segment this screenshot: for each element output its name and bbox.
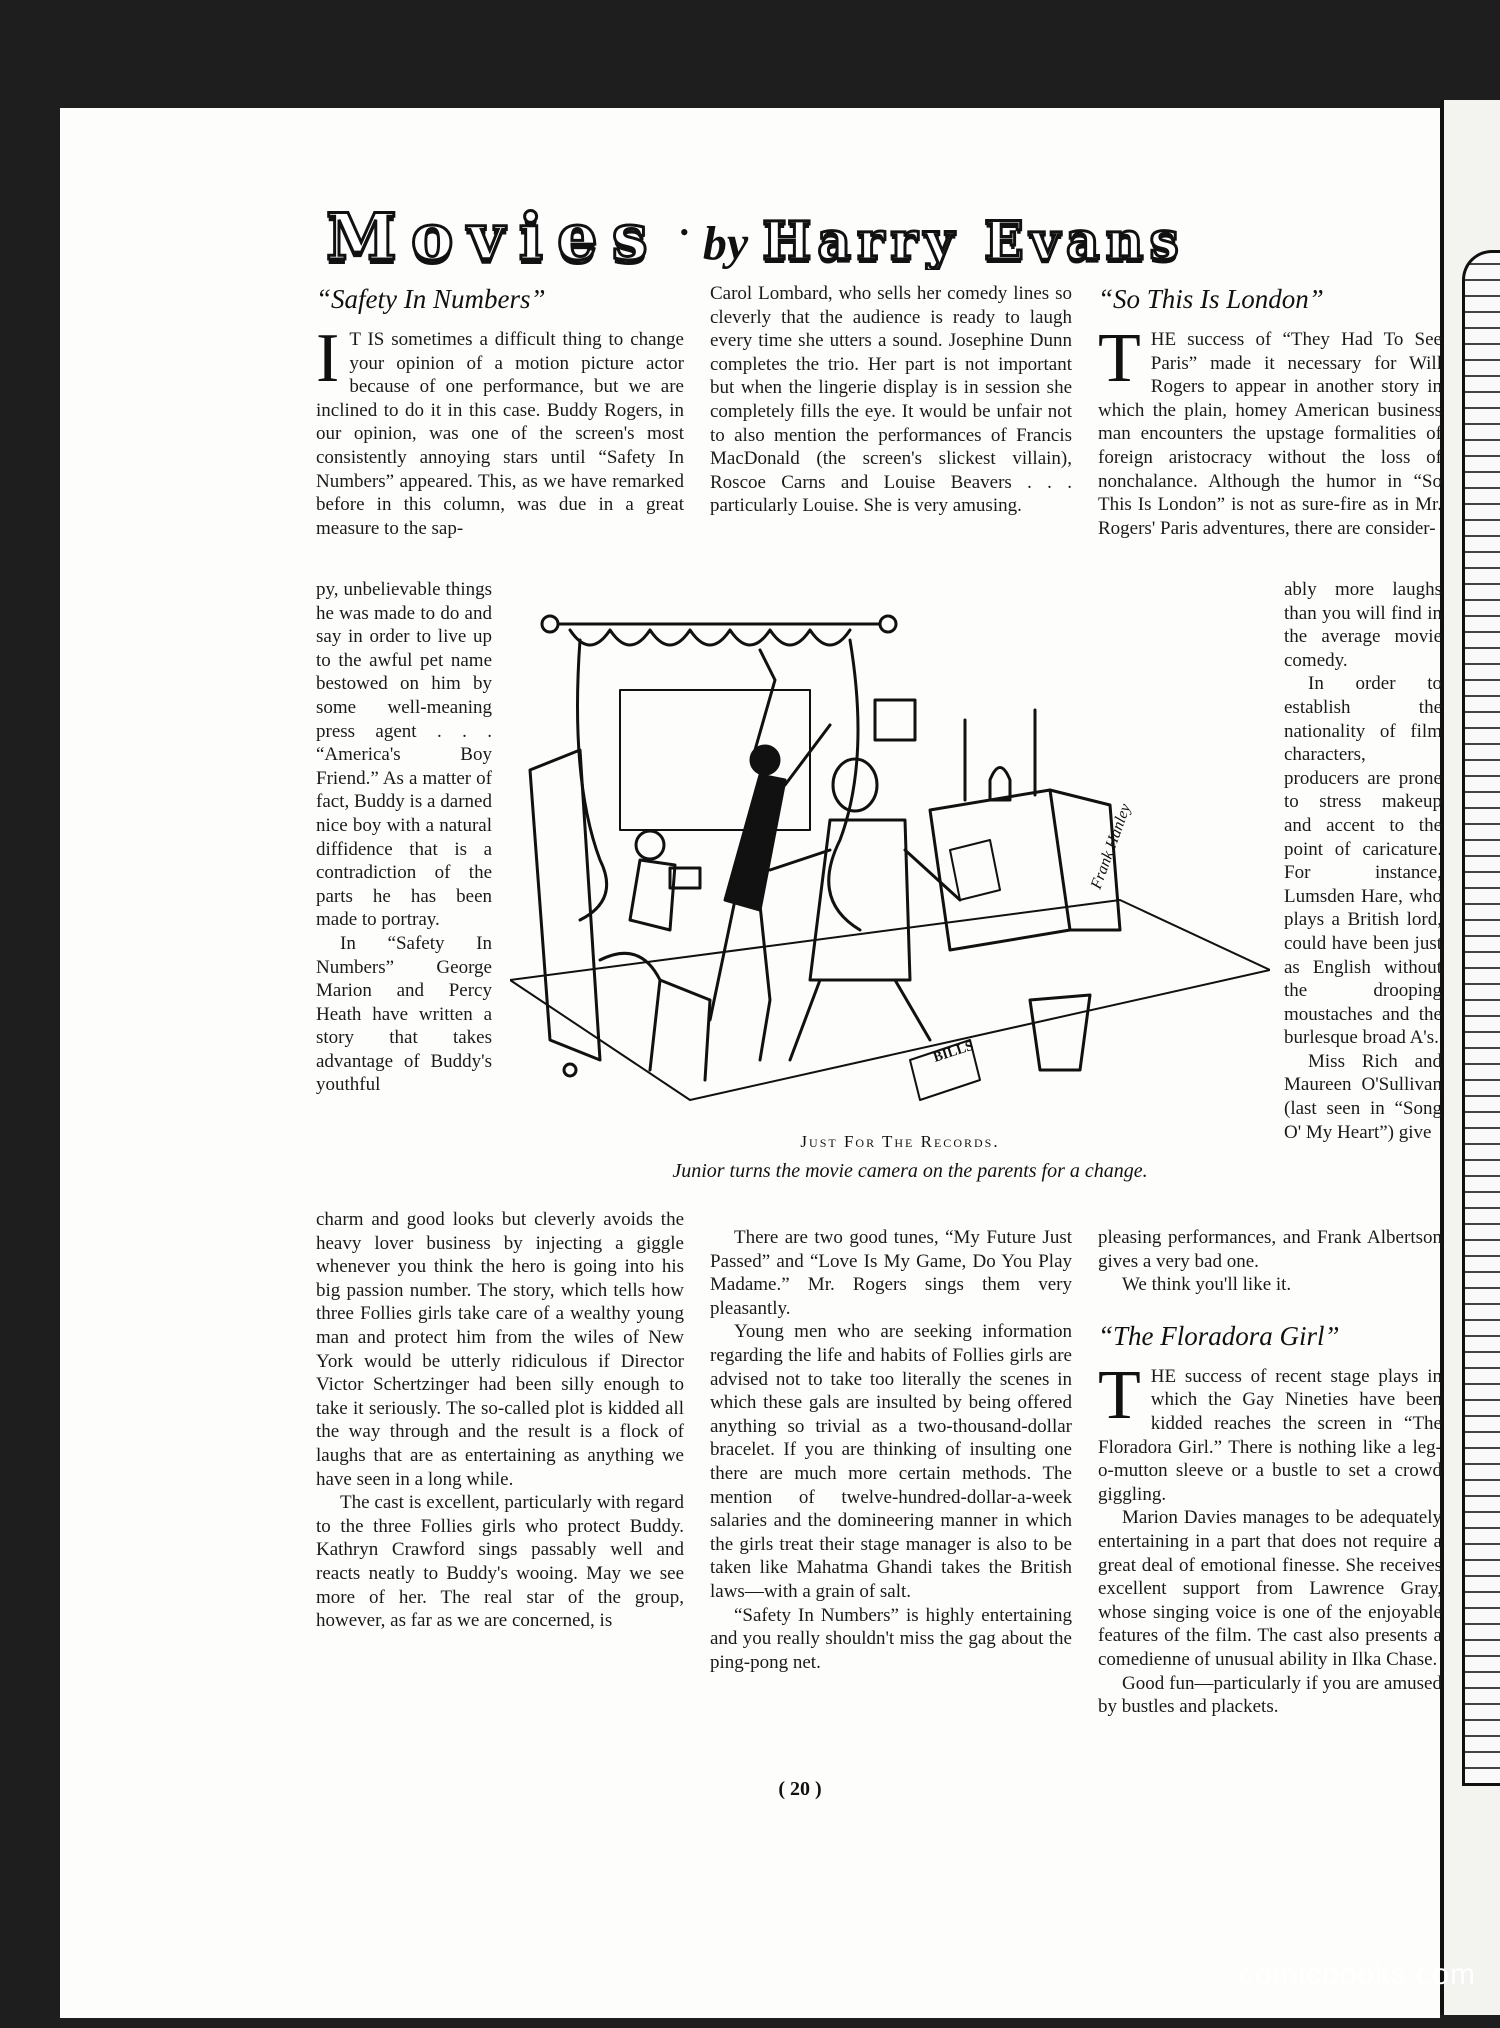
paragraph: T IS sometimes a difficult thing to change your opinion of a motion picture actor because of one performance, but we are inclined to do it in this case. Buddy Rogers, in our opinion, was one of the screen's most consistently annoying stars until “Safety In Numbers” appeared. This, as we have remarked before in this column, was due in a great measure to the sap- [316,329,684,539]
paragraph: HE success of “They Had To See Paris” made it necessary for Will Rogers to appear in another story in which the plain, homey American business man encounters the upstage formalities of foreign aristocracy without the loss of nonchalance. Although the humor in “So This Is London” is not as sure-fire as in Mr. Rogers' Paris adventures, there are consider- [1098,329,1442,539]
section-title-so-this-is-london: “So This Is London” [1098,284,1324,314]
paragraph: HE success of recent stage plays in which the Gay Nineties have been kidded reaches the screen in “The Floradora Girl.” There is nothing like a leg-o-mutton sleeve or a bustle to set a crowd giggling. [1098,1365,1442,1505]
paragraph: charm and good looks but cleverly avoids the heavy lover business by injecting a giggle whenever you think the hero is going into his big passion number. The story, which tells how three Follies girls take care of a wealthy young man and protect him from the wiles of New York would be utterly ridiculous if Director Victor Schertzinger had been silly enough to take it seriously. The so-called plot is kidded all the way through and the result is a flock of laughs that are as entertaining as anything we have seen in a long while. [316,1209,684,1490]
section-title-floradora-girl: “The Floradora Girl” [1098,1320,1340,1351]
watermark: comicbooks.com [1238,1958,1476,1991]
column-1-bottom [316,1208,684,1633]
dropcap-i: I [316,320,340,397]
header-title: Movies [326,200,662,270]
section-title-safety-in-numbers: “Safety In Numbers” [316,284,546,314]
paragraph: Carol Lombard, who sells her comedy lines so cleverly that the audience is ready to laugh every time she utters a sound. Josephine Dunn completes the trio. Her part is not important but when the lingerie display is in session she completely fills the eye. It would be unfair not to also mention the performances of Francis MacDonald (the screen's slickest villain), Roscoe Carns and Louise Beavers . . . particularly Louise. She is very amusing. [710,283,1072,517]
header-author: Harry Evans [762,211,1185,270]
column-3-bottom [1098,1226,1442,1719]
paragraph: ably more laughs than you will find in the average movie comedy. [1284,579,1442,671]
dropcap-t: T [1098,1356,1141,1434]
paragraph: We think you'll like it. [1122,1274,1292,1296]
dropcap-t: T [1098,320,1141,397]
header-separator: • [679,218,689,247]
column-1-top [316,282,684,540]
paragraph: There are two good tunes, “My Future Just Passed” and “Love Is My Game, Do You Play Madame.” Mr. Rogers sings them very pleasantly. [710,1227,1072,1319]
column-3-narrow [1284,578,1442,1144]
paragraph: “Safety In Numbers” is highly entertaining and you really shouldn't miss the gag about the ping-pong net. [710,1604,1072,1673]
cartoon-drawing [510,600,1270,1120]
paragraph: Marion Davies manages to be adequately entertaining in a part that does not require a great deal of emotional finesse. She receives excellent support from Lawrence Gray, whose singing voice is one of the enjoyable features of the film. The cast also presents a comedienne of unusual ability in Ilka Chase. [1098,1507,1442,1670]
paragraph: pleasing performances, and Frank Albertson gives a very bad one. [1098,1227,1442,1272]
artist-signature: Frank Hanley [1087,801,1135,892]
paragraph: Good fun—particularly if you are amused by bustles and plackets. [1098,1672,1442,1718]
column-2-bottom [710,1226,1072,1674]
caption-text: Junior turns the movie camera on the parents for a change. [672,1160,1148,1182]
paragraph: Miss Rich and Maureen O'Sullivan (last seen in “Song O' My Heart”) give [1284,1050,1442,1143]
paragraph: In “Safety In Numbers” George Marion and Percy Heath have written a story that takes advantage of Buddy's youthful [316,932,492,1096]
paragraph: Young men who are seeking information regarding the life and habits of Follies girls are advised not to take too literally the scenes in which these gals are insulted by being offered anything so trivial as a two-thousand-dollar bracelet. If you are thinking of insulting one there are much more certain methods. The mention of twelve-hundred-dollar-a-week salaries and the domineering manner in which the girls treat their stage manager is also to be taken like Mahatma Ghandi takes the British laws—with a grain of salt. [710,1321,1072,1602]
cartoon-illustration [510,600,1270,1120]
page-number: ( 20 ) [778,1778,822,1800]
paragraph: py, unbelievable things he was made to do and say in order to live up to the awful pet name bestowed on him by some well-meaning press agent . . . “America's Boy Friend.” As a matter of fact, Buddy is a darned nice boy with a natural diffidence that is a contradiction of the parts he has been made to portray. [316,579,492,931]
bills-label: BILLS [931,1038,976,1066]
adjacent-page-illustration [1462,250,1500,1786]
paragraph: The cast is excellent, particularly with regard to the three Follies girls who protect Buddy. Kathryn Crawford sings passably well and reacts neatly to Buddy's wooing. May we see more of her. The real star of the group, however, as far as we are concerned, is [316,1492,684,1632]
column-1-narrow [316,578,492,1097]
header-by: by [702,217,749,270]
caption-title: Just For The Records. [800,1132,1000,1151]
column-3-top [1098,282,1442,540]
page-header [326,200,1446,270]
paragraph: In order to establish the nationality of film characters, producers are prone to stress makeup and accent to the point of caricature. For instance, Lumsden Hare, who plays a British lord, could have been just as English without the drooping moustaches and the burlesque broad A's. [1284,673,1442,1049]
adjacent-page-edge [1440,100,1500,2015]
column-2-top [710,282,1072,518]
